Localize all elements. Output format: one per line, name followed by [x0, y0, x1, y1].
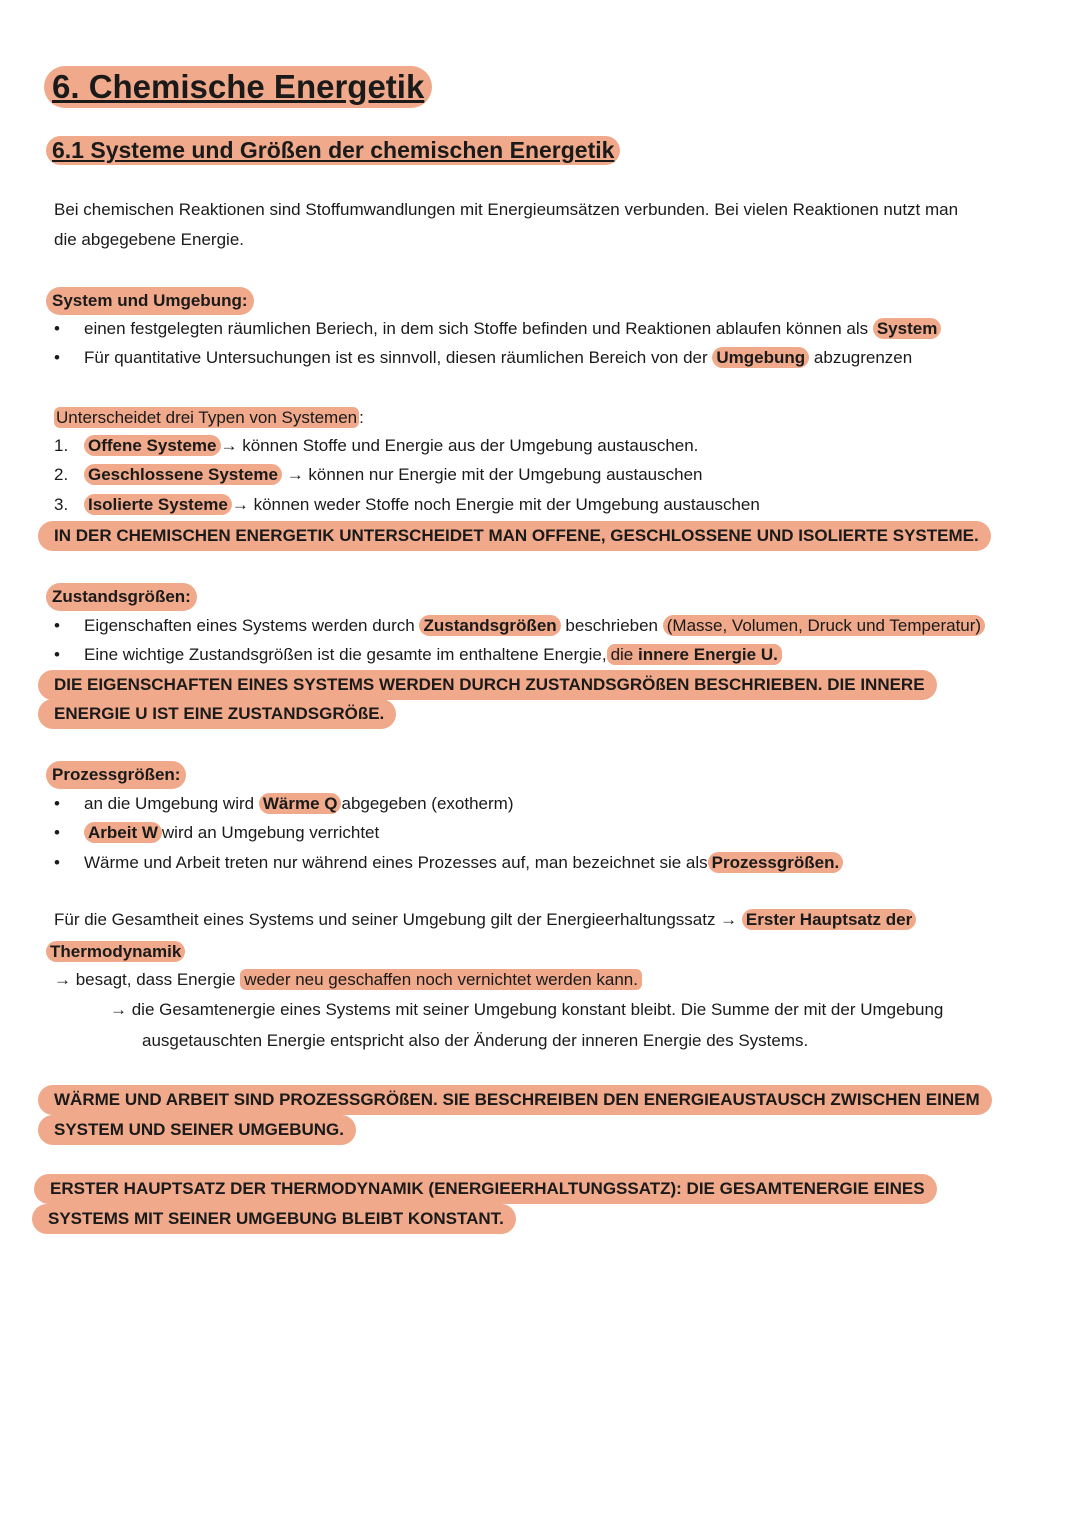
prozess-bullet-1: an die Umgebung wird Wärme Q abgegeben (exotherm)	[84, 794, 514, 813]
bullet: •	[54, 645, 60, 664]
highlight-examples: (Masse, Volumen, Druck und Temperatur)	[663, 615, 985, 636]
haupt-line-2	[46, 937, 185, 967]
highlight-arbeit-w: Arbeit W	[84, 822, 162, 843]
page-title: 6. Chemische Energetik	[44, 66, 432, 108]
bullet: •	[54, 616, 60, 635]
highlight-innere-energie: die innere Energie U.	[607, 644, 782, 665]
types-item-3: Isolierte Systeme → können weder Stoffe noch Energie mit der Umgebung austauschen	[84, 490, 760, 520]
zustand-bullet-2: Eine wichtige Zustandsgrößen ist die gesamte im enthaltene Energie, die innere Energie U.	[84, 640, 782, 670]
highlight-prozessgroessen: Prozessgrößen.	[708, 852, 844, 873]
haupt-line-1: Für die Gesamtheit eines Systems und seiner Umgebung gilt der Energieerhaltungssatz → Erster Hauptsatz der	[54, 905, 916, 935]
prozess-bullet-2: Arbeit W wird an Umgebung verrichtet	[84, 818, 379, 848]
highlight-umgebung: Umgebung	[712, 347, 809, 368]
haupt-line-3: → besagt, dass Energie weder neu geschaffen noch vernichtet werden kann.	[54, 965, 642, 995]
highlight-offene-systeme: Offene Systeme	[84, 435, 221, 456]
prozess-heading: Prozessgrößen:	[46, 761, 186, 789]
highlight-geschlossene-systeme: Geschlossene Systeme	[84, 464, 282, 485]
types-item-1: Offene Systeme → können Stoffe und Energie aus der Umgebung austauschen.	[84, 431, 698, 461]
haupt-line-5: ausgetauschten Energie entspricht also der Änderung der inneren Energie des Systems.	[142, 1031, 809, 1050]
haupt-line-4: → die Gesamtenergie eines Systems mit seiner Umgebung konstant bleibt. Die Summe der mit der Umgebung	[110, 1000, 944, 1019]
summary-zustand-2: ENERGIE U IST EINE ZUSTANDSGRÖßE.	[38, 699, 396, 729]
system-bullet-2: Für quantitative Untersuchungen ist es sinnvoll, diesen räumlichen Bereich von der Umgebung abzugrenzen	[84, 348, 913, 367]
summary-prozess-2: SYSTEM UND SEINER UMGEBUNG.	[38, 1115, 356, 1145]
summary-types: IN DER CHEMISCHEN ENERGETIK UNTERSCHEIDET MAN OFFENE, GESCHLOSSENE UND ISOLIERTE SYSTEME.	[38, 521, 991, 551]
summary-zustand-1: DIE EIGENSCHAFTEN EINES SYSTEMS WERDEN DURCH ZUSTANDSGRÖßEN BESCHRIEBEN. DIE INNERE	[38, 670, 937, 700]
section-title: 6.1 Systeme und Größen der chemischen Energetik	[46, 136, 620, 165]
highlight-energie-erhaltung: weder neu geschaffen noch vernichtet werden kann.	[240, 969, 642, 990]
bullet: •	[54, 794, 60, 813]
highlight-erster-hauptsatz: Erster Hauptsatz der	[742, 909, 916, 930]
system-heading: System und Umgebung:	[46, 287, 254, 315]
highlight-system: System	[873, 318, 941, 339]
intro-line-2: die abgegebene Energie.	[54, 230, 244, 249]
highlight-isolierte-systeme: Isolierte Systeme	[84, 494, 232, 515]
types-heading: Unterscheidet drei Typen von Systemen :	[56, 408, 364, 427]
types-item-2: Geschlossene Systeme → können nur Energie mit der Umgebung austauschen	[84, 460, 703, 490]
bullet: •	[54, 319, 60, 338]
highlight-thermodynamik: Thermodynamik	[46, 941, 185, 962]
system-bullet-1: einen festgelegten räumlichen Beriech, in dem sich Stoffe befinden und Reaktionen ablaufen können als System	[84, 314, 941, 344]
summary-hauptsatz-2: SYSTEMS MIT SEINER UMGEBUNG BLEIBT KONSTANT.	[32, 1204, 516, 1234]
bullet: •	[54, 348, 60, 367]
zustand-bullet-1: Eigenschaften eines Systems werden durch Zustandsgrößen beschrieben (Masse, Volumen, Druck und Temperatur)	[84, 611, 985, 641]
prozess-bullet-3: Wärme und Arbeit treten nur während eines Prozesses auf, man bezeichnet sie als Prozessgrößen.	[84, 848, 843, 878]
intro-line-1: Bei chemischen Reaktionen sind Stoffumwandlungen mit Energieumsätzen verbunden. Bei vielen Reaktionen nutzt man	[54, 200, 959, 219]
bullet: •	[54, 853, 60, 872]
highlight-zustandsgroessen: Zustandsgrößen	[419, 615, 560, 636]
zustand-heading: Zustandsgrößen:	[46, 583, 197, 611]
types-item-3-num: 3.	[54, 495, 69, 514]
types-item-2-num: 2.	[54, 465, 69, 484]
bullet: •	[54, 823, 60, 842]
types-item-1-num: 1.	[54, 436, 69, 455]
summary-hauptsatz-1: ERSTER HAUPTSATZ DER THERMODYNAMIK (ENERGIEERHALTUNGSSATZ): DIE GESAMTENERGIE EINES	[34, 1174, 937, 1204]
highlight-waerme-q: Wärme Q	[259, 793, 342, 814]
summary-prozess-1: WÄRME UND ARBEIT SIND PROZESSGRÖßEN. SIE BESCHREIBEN DEN ENERGIEAUSTAUSCH ZWISCHEN EINEM	[38, 1085, 992, 1115]
